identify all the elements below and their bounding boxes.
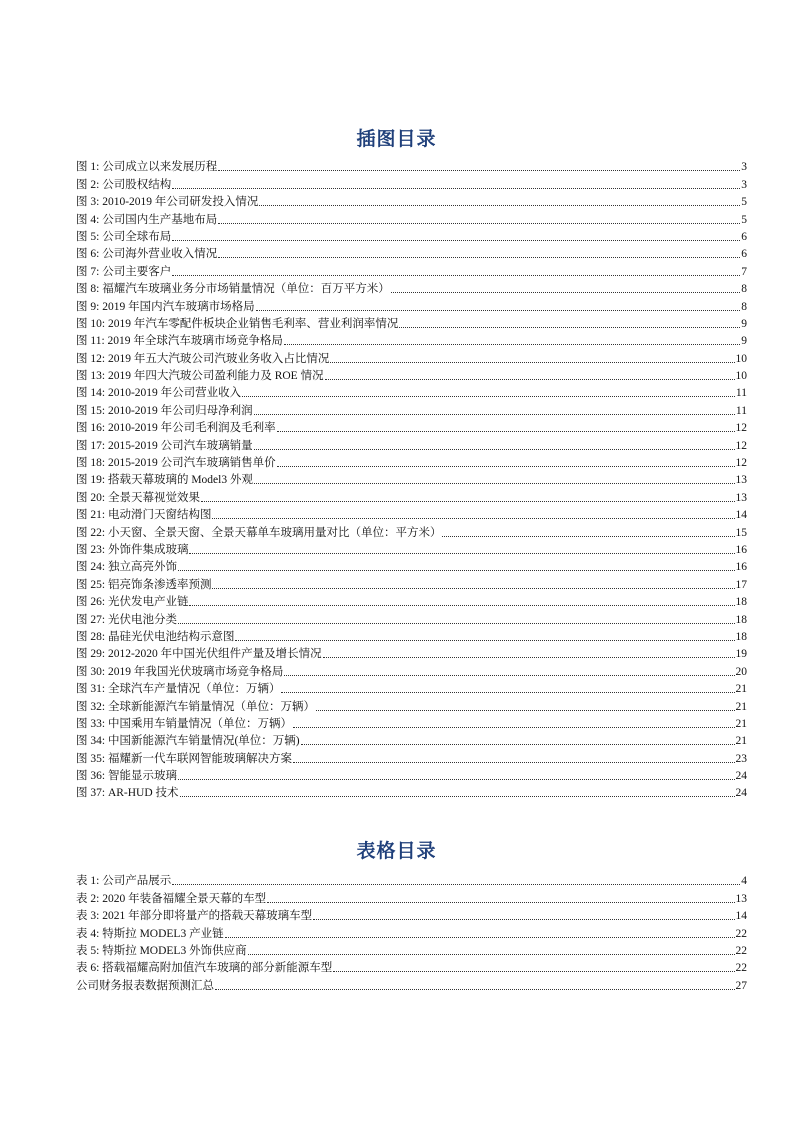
- table-entry-label: 表 5: 特斯拉 MODEL3 外饰供应商: [76, 944, 247, 957]
- figure-entry[interactable]: [76, 661, 747, 678]
- dot-leader: [316, 709, 735, 711]
- dot-leader: [218, 222, 740, 224]
- figure-entry-page-number: 14: [735, 509, 747, 522]
- figure-entry-page-number: 21: [735, 683, 747, 696]
- dot-leader: [281, 691, 734, 693]
- figure-entry-label: 图 13: 2019 年四大汽玻公司盈利能力及 ROE 情况: [76, 370, 324, 383]
- figure-entry-label: 图 14: 2010-2019 年公司营业收入: [76, 387, 242, 400]
- dot-leader: [189, 604, 734, 606]
- dot-leader: [277, 465, 735, 467]
- dot-leader: [235, 639, 734, 641]
- dot-leader: [248, 953, 735, 955]
- figure-entry[interactable]: [76, 366, 747, 383]
- figure-entry[interactable]: [76, 487, 747, 504]
- figure-entry-page-number: 3: [741, 178, 747, 191]
- figure-entry-label: 图 36: 智能显示玻璃: [76, 770, 177, 783]
- figure-entry-label: 图 6: 公司海外营业收入情况: [76, 248, 218, 261]
- figure-entry[interactable]: [76, 766, 747, 783]
- dot-leader: [442, 535, 734, 537]
- dot-leader: [277, 430, 735, 432]
- figure-entry[interactable]: [76, 348, 747, 365]
- figure-entry-page-number: 17: [735, 578, 747, 591]
- figure-entry-page-number: 15: [735, 526, 747, 539]
- figure-entry-label: 图 15: 2010-2019 年公司归母净利润: [76, 404, 253, 417]
- figure-entry-label: 图 2: 公司股权结构: [76, 178, 172, 191]
- figure-entry[interactable]: [76, 731, 747, 748]
- figure-entry-page-number: 5: [741, 213, 747, 226]
- dot-leader: [293, 761, 735, 763]
- figure-entry-label: 图 29: 2012-2020 年中国光伏组件产量及增长情况: [76, 648, 322, 661]
- figure-entry-page-number: 3: [741, 161, 747, 174]
- figure-entry-label: 图 21: 电动滑门天窗结构图: [76, 509, 212, 522]
- table-entry[interactable]: [76, 958, 747, 975]
- dot-leader: [180, 795, 735, 797]
- figure-entry[interactable]: [76, 679, 747, 696]
- figure-entry-label: 图 11: 2019 年全球汽车玻璃市场竞争格局: [76, 335, 283, 348]
- figure-entry[interactable]: [76, 331, 747, 348]
- figure-entry-page-number: 24: [735, 770, 747, 783]
- dot-leader: [259, 204, 740, 206]
- dot-leader: [218, 256, 740, 258]
- figure-entry-label: 图 24: 独立高亮外饰: [76, 561, 177, 574]
- dot-leader: [225, 936, 735, 938]
- figure-entry-page-number: 19: [735, 648, 747, 661]
- figure-entry-label: 图 9: 2019 年国内汽车玻璃市场格局: [76, 300, 255, 313]
- figure-entry-label: 图 3: 2010-2019 年公司研发投入情况: [76, 196, 259, 209]
- figure-entry[interactable]: [76, 470, 747, 487]
- figure-entry-page-number: 12: [735, 422, 747, 435]
- figure-entry-page-number: 16: [735, 543, 747, 556]
- figure-entry[interactable]: [76, 157, 747, 174]
- figure-entry[interactable]: [76, 400, 747, 417]
- dot-leader: [254, 448, 735, 450]
- figure-entry-label: 图 30: 2019 年我国光伏玻璃市场竞争格局: [76, 665, 284, 678]
- dot-leader: [323, 656, 735, 658]
- table-entry[interactable]: [76, 871, 747, 888]
- figure-entry[interactable]: [76, 227, 747, 244]
- figure-entry-page-number: 12: [735, 457, 747, 470]
- figure-entry-label: 图 7: 公司主要客户: [76, 265, 172, 278]
- figure-entry-page-number: 10: [735, 352, 747, 365]
- table-entry-page-number: 22: [735, 944, 747, 957]
- figure-entry[interactable]: [76, 574, 747, 591]
- figure-entry-label: 图 32: 全球新能源汽车销量情况（单位：万辆）: [76, 700, 315, 713]
- table-entry-page-number: 27: [735, 979, 747, 992]
- dot-leader: [189, 552, 734, 554]
- dot-leader: [242, 395, 735, 397]
- dot-leader: [284, 674, 734, 676]
- figure-entry-page-number: 18: [735, 613, 747, 626]
- table-entry-label: 表 3: 2021 年部分即将量产的搭载天幕玻璃车型: [76, 910, 313, 923]
- figure-entry-label: 图 17: 2015-2019 公司汽车玻璃销量: [76, 439, 253, 452]
- figure-entry-label: 图 22: 小天窗、全景天窗、全景天幕单车玻璃用量对比（单位：平方米）: [76, 526, 442, 539]
- table-entry-label: 表 1: 公司产品展示: [76, 875, 172, 888]
- figure-entry-page-number: 20: [735, 665, 747, 678]
- dot-leader: [218, 169, 740, 171]
- figure-entry[interactable]: [76, 557, 747, 574]
- figure-entry[interactable]: [76, 418, 747, 435]
- figure-entry[interactable]: [76, 261, 747, 278]
- figure-entry-page-number: 11: [735, 387, 747, 400]
- dot-leader: [391, 291, 741, 293]
- dot-leader: [325, 378, 735, 380]
- figure-entry-label: 图 20: 全景天幕视觉效果: [76, 491, 200, 504]
- table-index-list: [76, 871, 747, 993]
- table-entry-label: 表 4: 特斯拉 MODEL3 产业链: [76, 927, 224, 940]
- figure-entry-label: 图 34: 中国新能源汽车销量情况(单位：万辆): [76, 735, 300, 748]
- dot-leader: [330, 361, 734, 363]
- dot-leader: [212, 517, 734, 519]
- dot-leader: [178, 778, 735, 780]
- figure-entry[interactable]: [76, 505, 747, 522]
- figure-entry-label: 图 28: 晶硅光伏电池结构示意图: [76, 630, 235, 643]
- figure-entry-page-number: 11: [735, 404, 747, 417]
- figure-entry[interactable]: [76, 540, 747, 557]
- dot-leader: [284, 343, 740, 345]
- dot-leader: [254, 482, 735, 484]
- figure-entry-page-number: 21: [735, 700, 747, 713]
- figure-entry-label: 图 23: 外饰件集成玻璃: [76, 543, 189, 556]
- dot-leader: [178, 569, 735, 571]
- figure-entry[interactable]: [76, 696, 747, 713]
- figure-entry[interactable]: [76, 244, 747, 261]
- figure-entry[interactable]: [76, 627, 747, 644]
- figure-entry-page-number: 21: [735, 735, 747, 748]
- figure-entry[interactable]: [76, 209, 747, 226]
- figure-entry-label: 图 31: 全球汽车产量情况（单位：万辆）: [76, 683, 281, 696]
- figure-entry-label: 图 19: 搭载天幕玻璃的 Model3 外观: [76, 474, 253, 487]
- dot-leader: [301, 743, 735, 745]
- figure-entry-page-number: 16: [735, 561, 747, 574]
- figure-entry-page-number: 9: [741, 335, 747, 348]
- dot-leader: [201, 500, 735, 502]
- figure-entry-page-number: 23: [735, 752, 747, 765]
- figure-entry[interactable]: [76, 314, 747, 331]
- table-entry-page-number: 22: [735, 962, 747, 975]
- figure-entry[interactable]: [76, 783, 747, 800]
- figure-entry[interactable]: [76, 435, 747, 452]
- figure-entry[interactable]: [76, 592, 747, 609]
- figure-entry[interactable]: [76, 644, 747, 661]
- figure-entry-page-number: 9: [741, 317, 747, 330]
- figure-index-list: [76, 157, 747, 800]
- figure-entry-page-number: 18: [735, 630, 747, 643]
- dot-leader: [172, 274, 740, 276]
- figure-entry-page-number: 18: [735, 596, 747, 609]
- table-entry[interactable]: [76, 975, 747, 992]
- figure-entry-label: 图 16: 2010-2019 年公司毛利润及毛利率: [76, 422, 276, 435]
- table-entry-page-number: 22: [735, 927, 747, 940]
- figure-entry-page-number: 21: [735, 717, 747, 730]
- table-entry-label: 表 2: 2020 年装备福耀全景天幕的车型: [76, 892, 267, 905]
- figure-entry-label: 图 1: 公司成立以来发展历程: [76, 161, 218, 174]
- figure-entry[interactable]: [76, 296, 747, 313]
- dot-leader: [333, 970, 734, 972]
- figure-entry[interactable]: [76, 714, 747, 731]
- dot-leader: [172, 883, 740, 885]
- table-entry-page-number: 14: [735, 910, 747, 923]
- dot-leader: [212, 587, 734, 589]
- figure-entry-page-number: 10: [735, 370, 747, 383]
- table-index-title: 表格目录: [356, 840, 437, 862]
- figure-entry-label: 图 18: 2015-2019 公司汽车玻璃销售单价: [76, 457, 276, 470]
- table-entry-page-number: 4: [741, 875, 747, 888]
- dot-leader: [313, 918, 734, 920]
- figure-entry-page-number: 6: [741, 230, 747, 243]
- figure-entry-label: 图 10: 2019 年汽车零配件板块企业销售毛利率、营业利润率情况: [76, 317, 399, 330]
- table-entry[interactable]: [76, 923, 747, 940]
- figure-entry-page-number: 12: [735, 439, 747, 452]
- figure-entry-page-number: 13: [735, 474, 747, 487]
- figure-index-title: 插图目录: [356, 128, 437, 150]
- dot-leader: [256, 309, 741, 311]
- figure-entry-page-number: 8: [741, 283, 747, 296]
- figure-entry[interactable]: [76, 279, 747, 296]
- dot-leader: [254, 413, 735, 415]
- figure-entry-page-number: 13: [735, 491, 747, 504]
- figure-entry-label: 图 37: AR-HUD 技术: [76, 787, 179, 800]
- figure-entry[interactable]: [76, 609, 747, 626]
- dot-leader: [293, 726, 735, 728]
- dot-leader: [172, 187, 740, 189]
- figure-entry[interactable]: [76, 192, 747, 209]
- figure-entry-label: 图 4: 公司国内生产基地布局: [76, 213, 218, 226]
- figure-entry-label: 图 25: 铝亮饰条渗透率预测: [76, 578, 212, 591]
- figure-entry[interactable]: [76, 748, 747, 765]
- figure-entry[interactable]: [76, 383, 747, 400]
- figure-entry[interactable]: [76, 522, 747, 539]
- dot-leader: [172, 239, 740, 241]
- figure-entry-page-number: 6: [741, 248, 747, 261]
- dot-leader: [399, 326, 740, 328]
- figure-entry-label: 图 5: 公司全球布局: [76, 230, 172, 243]
- figure-entry-label: 图 27: 光伏电池分类: [76, 613, 177, 626]
- table-entry-page-number: 13: [735, 892, 747, 905]
- figure-entry-page-number: 7: [741, 265, 747, 278]
- figure-entry-label: 图 26: 光伏发电产业链: [76, 596, 189, 609]
- figure-entry-label: 图 35: 福耀新一代车联网智能玻璃解决方案: [76, 752, 292, 765]
- table-entry-label: 公司财务报表数据预测汇总: [76, 979, 214, 992]
- figure-entry-label: 图 8: 福耀汽车玻璃业务分市场销量情况（单位：百万平方米）: [76, 283, 390, 296]
- figure-entry[interactable]: [76, 453, 747, 470]
- table-entry[interactable]: [76, 888, 747, 905]
- figure-entry-label: 图 33: 中国乘用车销量情况（单位：万辆）: [76, 717, 292, 730]
- table-entry-label: 表 6: 搭载福耀高附加值汽车玻璃的部分新能源车型: [76, 962, 333, 975]
- figure-entry-page-number: 8: [741, 300, 747, 313]
- dot-leader: [178, 622, 735, 624]
- figure-entry[interactable]: [76, 174, 747, 191]
- dot-leader: [267, 901, 734, 903]
- figure-entry-label: 图 12: 2019 年五大汽玻公司汽玻业务收入占比情况: [76, 352, 330, 365]
- table-entry[interactable]: [76, 941, 747, 958]
- table-entry[interactable]: [76, 906, 747, 923]
- figure-entry-page-number: 24: [735, 787, 747, 800]
- figure-entry-page-number: 5: [741, 196, 747, 209]
- dot-leader: [215, 988, 735, 990]
